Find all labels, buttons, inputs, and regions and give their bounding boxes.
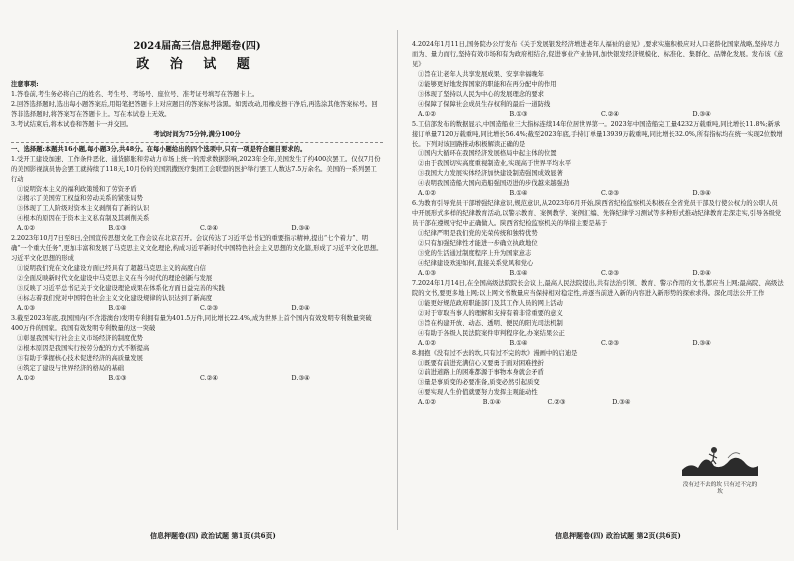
statement: ④要实现人生价值就要努力发挥主观能动性: [418, 389, 538, 397]
question-stem: 5.工信部发布的数据显示,中国造船业三大指标连续14年位居世界第一。2023年中国造船完工量4232万载重吨,同比增长11.8%;新承接订单量7120万载重吨,同比增长56.4%;截至2023年底,手持订单量13939万载重吨,同比增长32.0%,所有指标均在统一实现2位数增长。下列对该回路推动积极解读正确的是: [412, 120, 783, 148]
option-b: B.①④: [509, 190, 528, 198]
question-stem: 7.2024年1月14日,在全国高级法院院长会议上,最高人民法院提出,共有法治引领、教育、警示作用的文书,都应当上网;最高院、高级法院的文书,要更多地上网;以上网文书数量应当保持相对稳定性,并逐当前进入新的内容进入新形势的探索求得。深化司法公开工作: [412, 279, 784, 297]
exam-time: 考试时间为75分钟,满分100分: [153, 130, 241, 138]
right-page: [412, 40, 784, 408]
statement: ①纪律严明是我们党的光荣传统和独特优势: [418, 230, 538, 238]
question-7: [412, 279, 784, 349]
option-d: D.③④: [291, 225, 310, 233]
option-c: C.②③: [200, 304, 218, 312]
option-c: C.②③: [601, 269, 619, 277]
statement: ③有助于掌握核心技术促进经济的高质量发展: [17, 354, 143, 362]
option-c: C.②④: [200, 225, 218, 233]
statement: ②只有加强纪律性才能进一步确立执政地位: [418, 240, 538, 248]
option-a: A.①②: [418, 339, 436, 347]
answer-options: [412, 398, 677, 408]
option-c: C.②④: [200, 374, 218, 382]
question-stem: 8.拥抱《没有过不去的坎,只有过不完的坎》漫画中的启迪是: [412, 349, 578, 357]
option-d: D.③④: [291, 374, 310, 382]
option-d: D.②④: [692, 269, 711, 277]
page-footer-left: 信息押题卷(四) 政治试题 第1页(共6页): [150, 531, 276, 540]
question-5: [412, 120, 784, 200]
notice-item: 3.考试结束后,将本试卷和答题卡一并交回。: [11, 120, 133, 128]
statement: ③体现了坚持以人民为中心的发展理念的要求: [418, 90, 544, 98]
cartoon-illustration: [680, 440, 760, 480]
notice-item: 1.答卷前,考生务必将自己的姓名、考生号、考场号、座位号、准考证号填写在答题卡上。: [11, 90, 259, 98]
left-page: [11, 38, 383, 384]
statement: ③反映了习近平总书记关于文化建设理论成果在体系化方面日益完善的实践: [17, 285, 225, 293]
option-a: A.①②: [418, 399, 436, 407]
notice-item: 2.回答选择题时,选出每小题答案后,用铅笔把答题卡上对应题目的答案标号涂黑。如需改动,用橡皮擦干净后,再选涂其他答案标号。回答非选择题时,将答案写在答题卡上。写在本试卷上无效。: [11, 100, 378, 118]
page-footer-right: 信息押题卷(四) 政治试题 第2页(共6页): [555, 531, 681, 540]
statement: ③旨在构建开放、动态、透明、便民的阳光司法机制: [418, 319, 563, 327]
statement: ③党的生活通过制度程序上升为国家意志: [418, 250, 532, 258]
separator-line: [11, 142, 383, 143]
statement: ③我国大力发展实体经济加快建设制造强国成效显著: [418, 170, 563, 178]
answer-options: [11, 304, 383, 314]
statement: ④保障了保障社会成员生存权利的最后一道防线: [418, 100, 551, 108]
statement: ④筑定了建设与世界经济的格局的基础: [17, 364, 125, 372]
question-8: [412, 349, 677, 409]
option-b: B.①④: [509, 269, 528, 277]
answer-options: [11, 224, 383, 234]
statement: ①既要有前进充满信心又要勇于面对困难挫折: [418, 359, 544, 367]
statement: ④有助于各级人民法院案件审判程序化,办案结果公正: [418, 329, 565, 337]
answer-options: [412, 189, 784, 199]
question-2: [11, 234, 383, 314]
question-6: [412, 199, 784, 279]
option-c: C.②③: [601, 339, 619, 347]
statement: ④表明我国造船大国向造船强国迈进的步伐越来越强劲: [418, 180, 570, 188]
cartoon-caption: 没有过不去的坎 只有过不完的坎: [682, 482, 758, 495]
option-b: B.①③: [108, 374, 127, 382]
option-a: A.①③: [418, 269, 436, 277]
statement: ②能够更好地发挥国家的职能和在再分配中的作用: [418, 80, 557, 88]
question-3: [11, 314, 383, 384]
option-b: B.①④: [482, 399, 501, 407]
subject-title: 政 治 试 题: [136, 57, 258, 72]
notice-label: 注意事项:: [11, 81, 39, 88]
option-d: D.③④: [692, 190, 711, 198]
statement: ①国内大循环在我国经济发展格局中起主体的位置: [418, 150, 557, 158]
option-a: A.①②: [418, 110, 436, 118]
section-heading: 一、选择题:本题共16小题,每小题3分,共48分。在每小题给出的四个选项中,只有一项是符合题目要求的。: [11, 145, 307, 153]
option-d: D.③④: [612, 399, 631, 407]
statement: ④纪律建设欢迎如何,直接关系党风和党心: [418, 259, 534, 267]
question-stem: 1.受开工建设加速、工作条件恶化、通货膨胀和劳动力市场上统一的需求数据影响,2023年全年,美国发生了约400次罢工。仅仅7月份的美国影视演员协会罢工就持续了118天,10月份的美国凯撒医疗集团工会联盟的医护举行罢工人数达7.5万余名。美国的一系列罢工行动: [11, 155, 381, 183]
option-b: B.①③: [509, 110, 528, 118]
question-stem: 6.为教育引导党员干部增强纪律意识,规范意识,从2023年6月开始,陕西省纪检监察机关积极在全省党员干部及行使公权力的公职人员中开展形式多样的纪律教育活动,以警示教育、案例教学、案例汇编、先锋纪律学习测试等多种形式推动纪律教育走深走实,引导各级党员干部在遵规守纪中正确做人。陕西省纪检监察机关的举措主要是基于: [412, 200, 782, 228]
option-c: C.②④: [601, 110, 619, 118]
option-a: A.①②: [17, 225, 35, 233]
statement: ①说明我们党在文化建设方面已经具有了超越马克思主义的高度自信: [17, 265, 206, 273]
option-b: B.①③: [108, 225, 127, 233]
statement: ④根本的原因在于资本主义私有制及其剥削关系: [17, 215, 150, 223]
statement: ③量是事质变的必要准备,质变必然引起质变: [418, 379, 540, 387]
option-b: B.①④: [108, 304, 127, 312]
answer-options: [412, 269, 784, 279]
statement: ②前进道路上的困难都源于事物本身就会矛盾: [418, 369, 544, 377]
option-a: A.①③: [17, 304, 35, 312]
statement: ①能更好规范政府职能部门及其工作人员的网上活动: [418, 299, 563, 307]
statement: ②揭示了美国劳工权益和劳动关系的紧张局势: [17, 195, 143, 203]
page-divider: [397, 30, 398, 530]
answer-options: [412, 110, 784, 120]
question-stem: 3.截至2023年底,我国国内(不含港澳台)发明专利拥有量为401.5万件,同比增长22.4%,成为世界上首个国内有效发明专利数量突破400万件的国家。我国有效发明专利数量的这一突破: [11, 314, 372, 332]
answer-options: [11, 374, 383, 384]
question-4: [412, 40, 784, 120]
statement: ①说明资本主义的福利政策缓和了劳资矛盾: [17, 185, 137, 193]
option-d: D.②④: [291, 304, 310, 312]
option-d: D.③④: [692, 339, 711, 347]
statement: ②对于审取当事人的理解和支持有着非常重要的意义: [418, 309, 563, 317]
statement: ②全面反映新时代文化建设中马克思主义在当今时代的理论创新与发展: [17, 275, 213, 283]
option-c: C.②③: [547, 399, 566, 407]
statement: ④标志着我们党对中国特色社会主义文化建设规律的认识达到了新高度: [17, 295, 213, 303]
option-d: D.③④: [692, 110, 711, 118]
option-c: C.②③: [601, 190, 619, 198]
exam-title: 2024届高三信息押题卷(四): [133, 41, 261, 52]
option-a: A.①②: [17, 374, 35, 382]
question-stem: 2.2023年10月7日至8日,全国宣传思想文化工作会议在北京召开。会议传达了习近平总书记的重要指示精神,提出“七个着力”、明确“一个重大任务”,更加丰富和发展了马克思主义文化理论,构成习近平新时代中国特色社会主义思想的文化篇,形成了习近平文化思想。习近平文化思想的形成: [11, 235, 383, 263]
statement: ②根本原因是我国实行按劳分配的方式不断提高: [17, 344, 150, 352]
statement: ②由于我国切实高度重视制造业,实现高于世界平均水平: [418, 160, 572, 168]
statement: ③体现了工人阶级对资本主义剥削有了新的认识: [17, 205, 150, 213]
answer-options: [412, 339, 784, 349]
statement: ①旨在让老年人共享发展成果、安享幸福晚年: [418, 70, 544, 78]
statement: ①彰显我国实行社会主义市场经济的制度优势: [17, 334, 143, 342]
question-stem: 4.2024年1月11日,国务院办公厅发布《关于发展银发经济增进老年人福祉的意见》,要求实施积极应对人口老龄化国家战略,坚持尽力而为、量力而行,坚持有效市场和有为政府相结合,促进事业产业协同,加快银发经济规模化、标准化、集群化、品牌化发展。发布该《意见》: [412, 41, 784, 68]
option-b: B.①④: [509, 339, 528, 347]
option-a: A.①②: [418, 190, 436, 198]
question-1: [11, 155, 383, 235]
